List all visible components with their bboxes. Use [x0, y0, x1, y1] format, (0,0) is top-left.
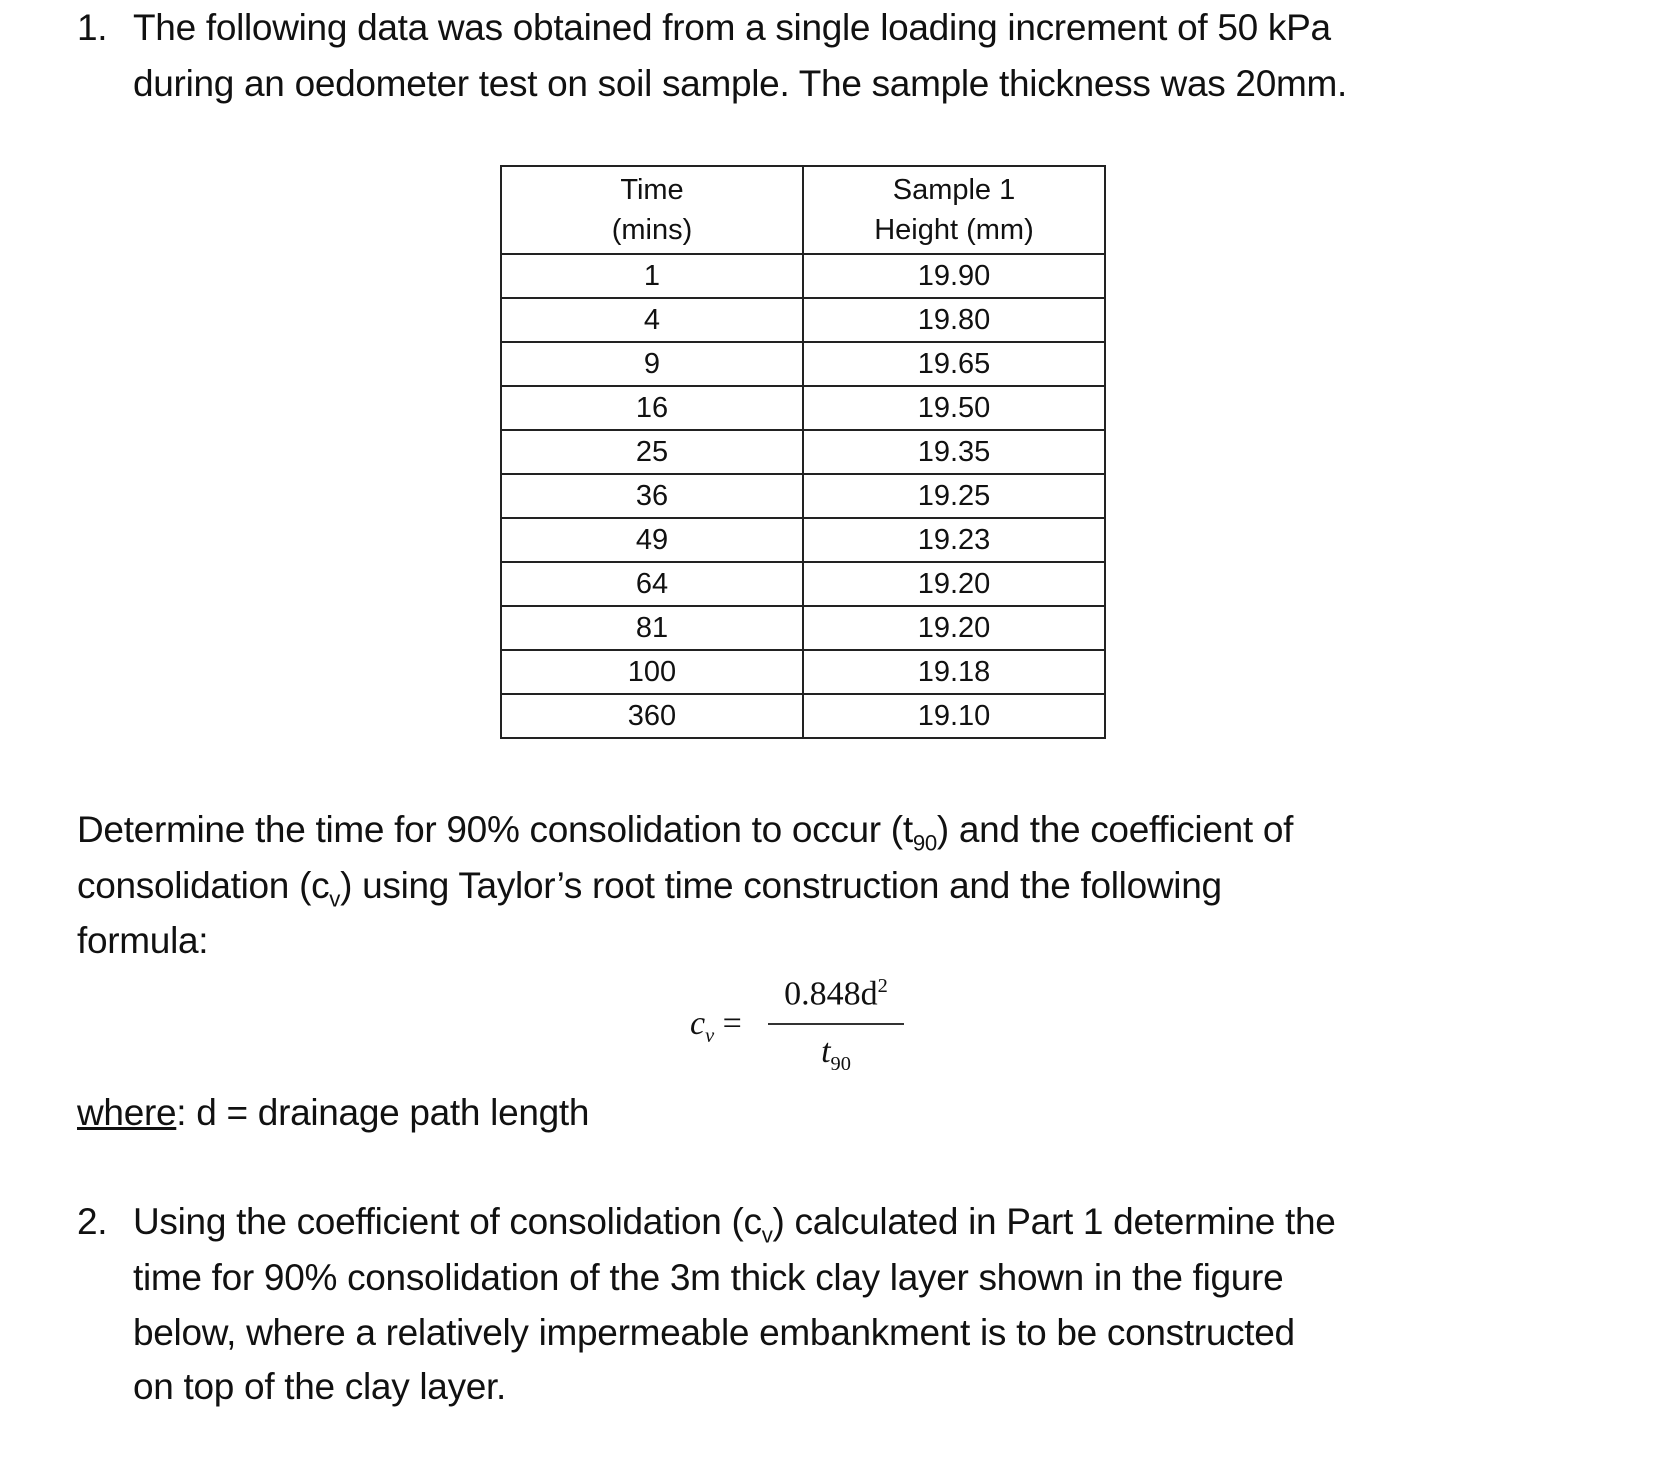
subscript: v: [761, 1222, 773, 1248]
text: : d = drainage path length: [176, 1092, 590, 1133]
table-row: [501, 474, 1105, 518]
table-row: [501, 606, 1105, 650]
subscript: 90: [912, 830, 937, 856]
text: 0.848d: [784, 975, 878, 1013]
table-row: [501, 254, 1105, 298]
text: t: [821, 1033, 831, 1070]
question-number: 1.: [77, 7, 108, 48]
denominator: [768, 1033, 904, 1076]
formula-lhs: [690, 1005, 742, 1048]
where-label: where: [77, 1092, 177, 1133]
time-cell: 25: [501, 430, 803, 474]
height-cell: 19.23: [803, 518, 1105, 562]
fraction-bar: [768, 1023, 904, 1025]
time-cell: 360: [501, 694, 803, 738]
question-text-line: The following data was obtained from a single loading increment of 50 kPa: [133, 7, 1331, 48]
time-cell: 64: [501, 562, 803, 606]
height-cell: 19.80: [803, 298, 1105, 342]
height-cell: 19.65: [803, 342, 1105, 386]
table-row: [501, 342, 1105, 386]
height-cell: 19.90: [803, 254, 1105, 298]
question-number: 2.: [77, 1201, 108, 1242]
header-line: Sample 1: [892, 174, 1016, 206]
text: consolidation (c: [77, 865, 330, 906]
header-line: Time: [620, 174, 684, 206]
data-table: [500, 165, 1106, 739]
time-cell: 36: [501, 474, 803, 518]
time-cell: 1: [501, 254, 803, 298]
text: ) using Taylor’s root time construction and the following: [340, 865, 1222, 906]
subscript: v: [329, 886, 341, 912]
formula-fraction: [768, 975, 904, 1076]
question-text-line: below, where a relatively impermeable embankment is to be constructed: [133, 1312, 1295, 1353]
table-row: [501, 430, 1105, 474]
numerator: [768, 975, 904, 1017]
time-cell: 49: [501, 518, 803, 562]
table-header-row: [501, 166, 1105, 254]
subscript: v: [705, 1024, 715, 1047]
instruction-line: [77, 864, 1222, 921]
height-cell: 19.20: [803, 606, 1105, 650]
time-cell: 4: [501, 298, 803, 342]
subscript: 90: [830, 1052, 851, 1075]
header-line: Height (mm): [874, 214, 1034, 246]
header-time: [501, 166, 803, 254]
text: ) and the coefficient of: [936, 809, 1294, 850]
equals-sign: =: [722, 1005, 742, 1042]
time-cell: 81: [501, 606, 803, 650]
table-row: [501, 298, 1105, 342]
height-cell: 19.18: [803, 650, 1105, 694]
table-row: [501, 694, 1105, 738]
table-row: [501, 650, 1105, 694]
height-cell: 19.50: [803, 386, 1105, 430]
header-height: [803, 166, 1105, 254]
symbol: c: [690, 1005, 706, 1042]
height-cell: 19.20: [803, 562, 1105, 606]
question-text-line: during an oedometer test on soil sample. The sample thickness was 20mm.: [133, 63, 1348, 104]
time-cell: 16: [501, 386, 803, 430]
text: Using the coefficient of consolidation (c: [133, 1201, 762, 1242]
time-cell: 9: [501, 342, 803, 386]
superscript: 2: [877, 975, 888, 997]
height-cell: 19.10: [803, 694, 1105, 738]
table-row: [501, 518, 1105, 562]
height-cell: 19.25: [803, 474, 1105, 518]
height-cell: 19.35: [803, 430, 1105, 474]
instruction-line: formula:: [77, 920, 209, 961]
table-row: [501, 562, 1105, 606]
where-line: [77, 1091, 589, 1135]
time-cell: 100: [501, 650, 803, 694]
table-row: [501, 386, 1105, 430]
text: ) calculated in Part 1 determine the: [772, 1201, 1336, 1242]
question-text-line: [133, 1200, 1336, 1257]
question-text-line: time for 90% consolidation of the 3m thick clay layer shown in the figure: [133, 1257, 1284, 1298]
text: Determine the time for 90% consolidation to occur (t: [77, 809, 913, 850]
header-line: (mins): [611, 214, 693, 246]
question-text-line: on top of the clay layer.: [133, 1366, 507, 1407]
instruction-line: [77, 808, 1293, 865]
